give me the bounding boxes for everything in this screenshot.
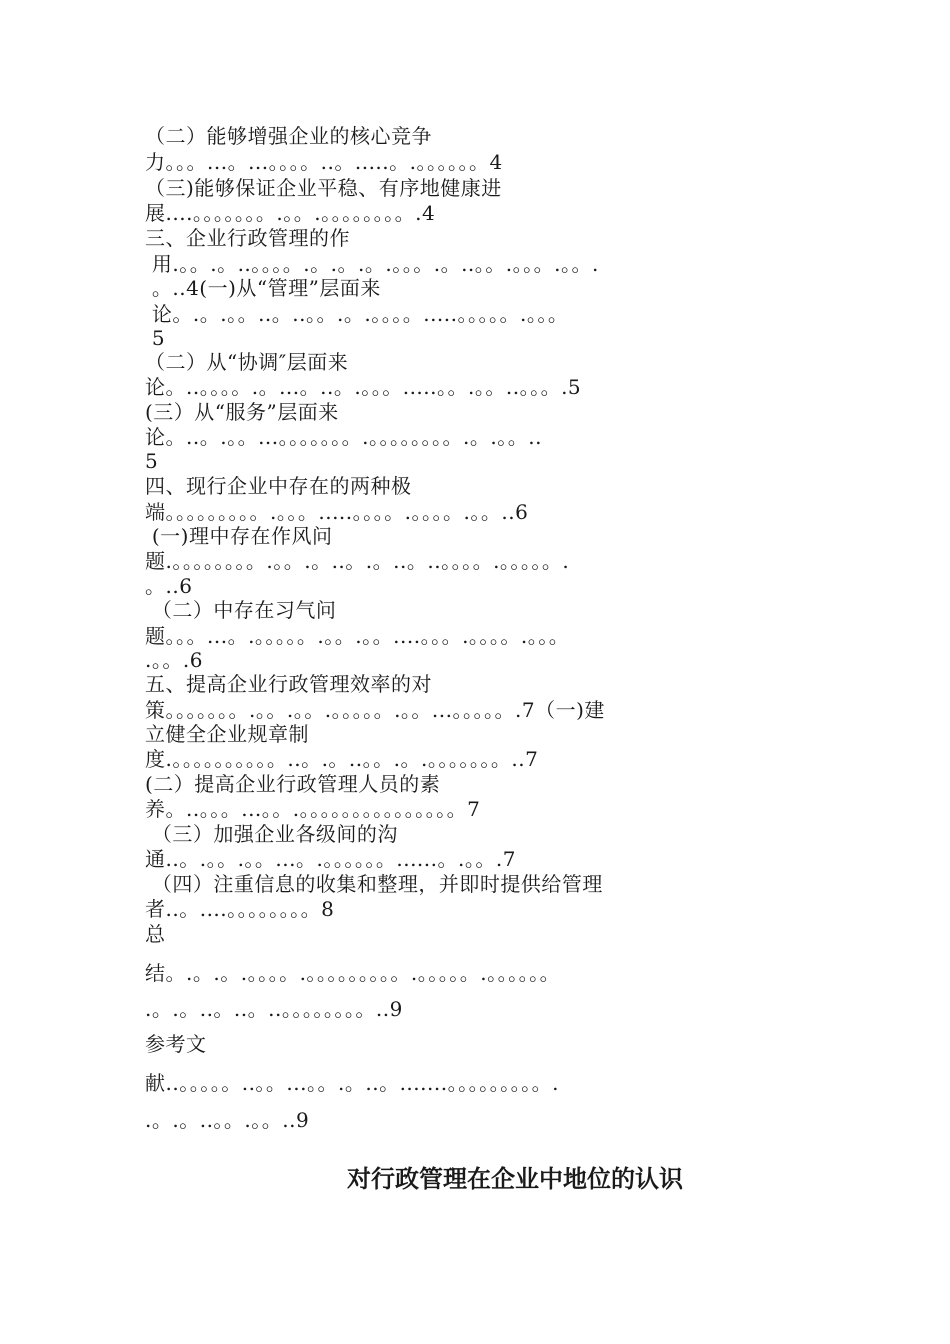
toc-line: （三）加强企业各级间的沟	[145, 822, 398, 846]
toc-line: 者..。....。。。。。。。。8	[145, 897, 335, 921]
toc-line: 策。。。。。。。.。。.。。.。。。。。.。。...。。。。。.7（一)建	[145, 698, 605, 722]
toc-line: 养。..。。。...。。.。。。。。。。。。。。。。。。7	[145, 797, 481, 821]
toc-line: 题。。。...。.。。。。。.。。.。。....。。。.。。。。.。。。	[145, 624, 570, 648]
toc-line: （三)能够保证企业平稳、有序地健康进	[145, 176, 502, 200]
toc-line: 。..4(一)从“管理”层面来	[145, 276, 381, 300]
toc-line: 论。..。。。。.。...。..。.。。。.....。。.。。..。。。.5	[145, 375, 582, 399]
toc-line: 用.。。.。..。。。。.。.。.。.。。。.。..。。.。。。.。。.	[145, 252, 599, 276]
toc-line: 展....。。。。。。。.。。.。。。。。。。。.4	[145, 201, 436, 225]
toc-line: 参考文	[145, 1032, 207, 1056]
toc-line: 三、企业行政管理的作	[145, 226, 350, 250]
toc-line: 论。..。.。。...。。。。。。。.。。。。。。。。.。.。。..	[145, 425, 542, 449]
toc-line: （四）注重信息的收集和整理，并即时提供给管理	[145, 872, 603, 896]
toc-line: .。.。..。。.。。..9	[145, 1108, 310, 1132]
toc-line: 5	[145, 449, 159, 473]
toc-line: (三）从“服务”层面来	[145, 400, 339, 424]
toc-line: 5	[145, 326, 166, 350]
toc-line: 五、提高企业行政管理效率的对	[145, 672, 432, 696]
toc-line: .。。.6	[145, 648, 203, 672]
toc-line: 论。.。.。。..。..。。.。.。。。。.....。。。。。.。。。	[145, 302, 569, 326]
toc-line: 度.。。。。。。。。。。..。.。..。。.。.。。。。。。。..7	[145, 747, 539, 771]
toc-line: 通..。.。。.。。...。.。。。。。。......。.。。.7	[145, 847, 516, 871]
toc-line: 立健全企业规章制	[145, 722, 309, 746]
toc-line: .。.。..。..。..。。。。。。。。..9	[145, 997, 403, 1021]
toc-line: (一)理中存在作风问	[145, 524, 333, 548]
toc-line: 端。。。。。。。。。.。。。.....。。。。.。。。。.。。..6	[145, 500, 529, 524]
toc-line: 力。。。...。...。。。。..。.....。.。。。。。。4	[145, 150, 503, 174]
toc-line: 题.。。。。。。。。.。。.。..。.。..。..。。。。.。。。。。.	[145, 549, 570, 573]
toc-line: 结。.。.。.。。。。.。。。。。。。。。.。。。。。.。。。。。。	[145, 961, 561, 985]
toc-line: 献..。。。。。..。。...。。.。..。.......。。。。。。。。。.	[145, 1071, 559, 1095]
toc-line: 总	[145, 922, 166, 946]
toc-line: （二）中存在习气问	[145, 598, 337, 622]
toc-line: 。..6	[145, 574, 193, 598]
toc-line: （二）从“协调″层面来	[145, 350, 349, 374]
toc-line: （二）能够增强企业的核心竞争	[145, 124, 432, 148]
toc-line: 四、现行企业中存在的两种极	[145, 474, 412, 498]
toc-line: (二）提高企业行政管理人员的素	[145, 772, 441, 796]
document-title: 对行政管理在企业中地位的认识	[347, 1165, 683, 1193]
